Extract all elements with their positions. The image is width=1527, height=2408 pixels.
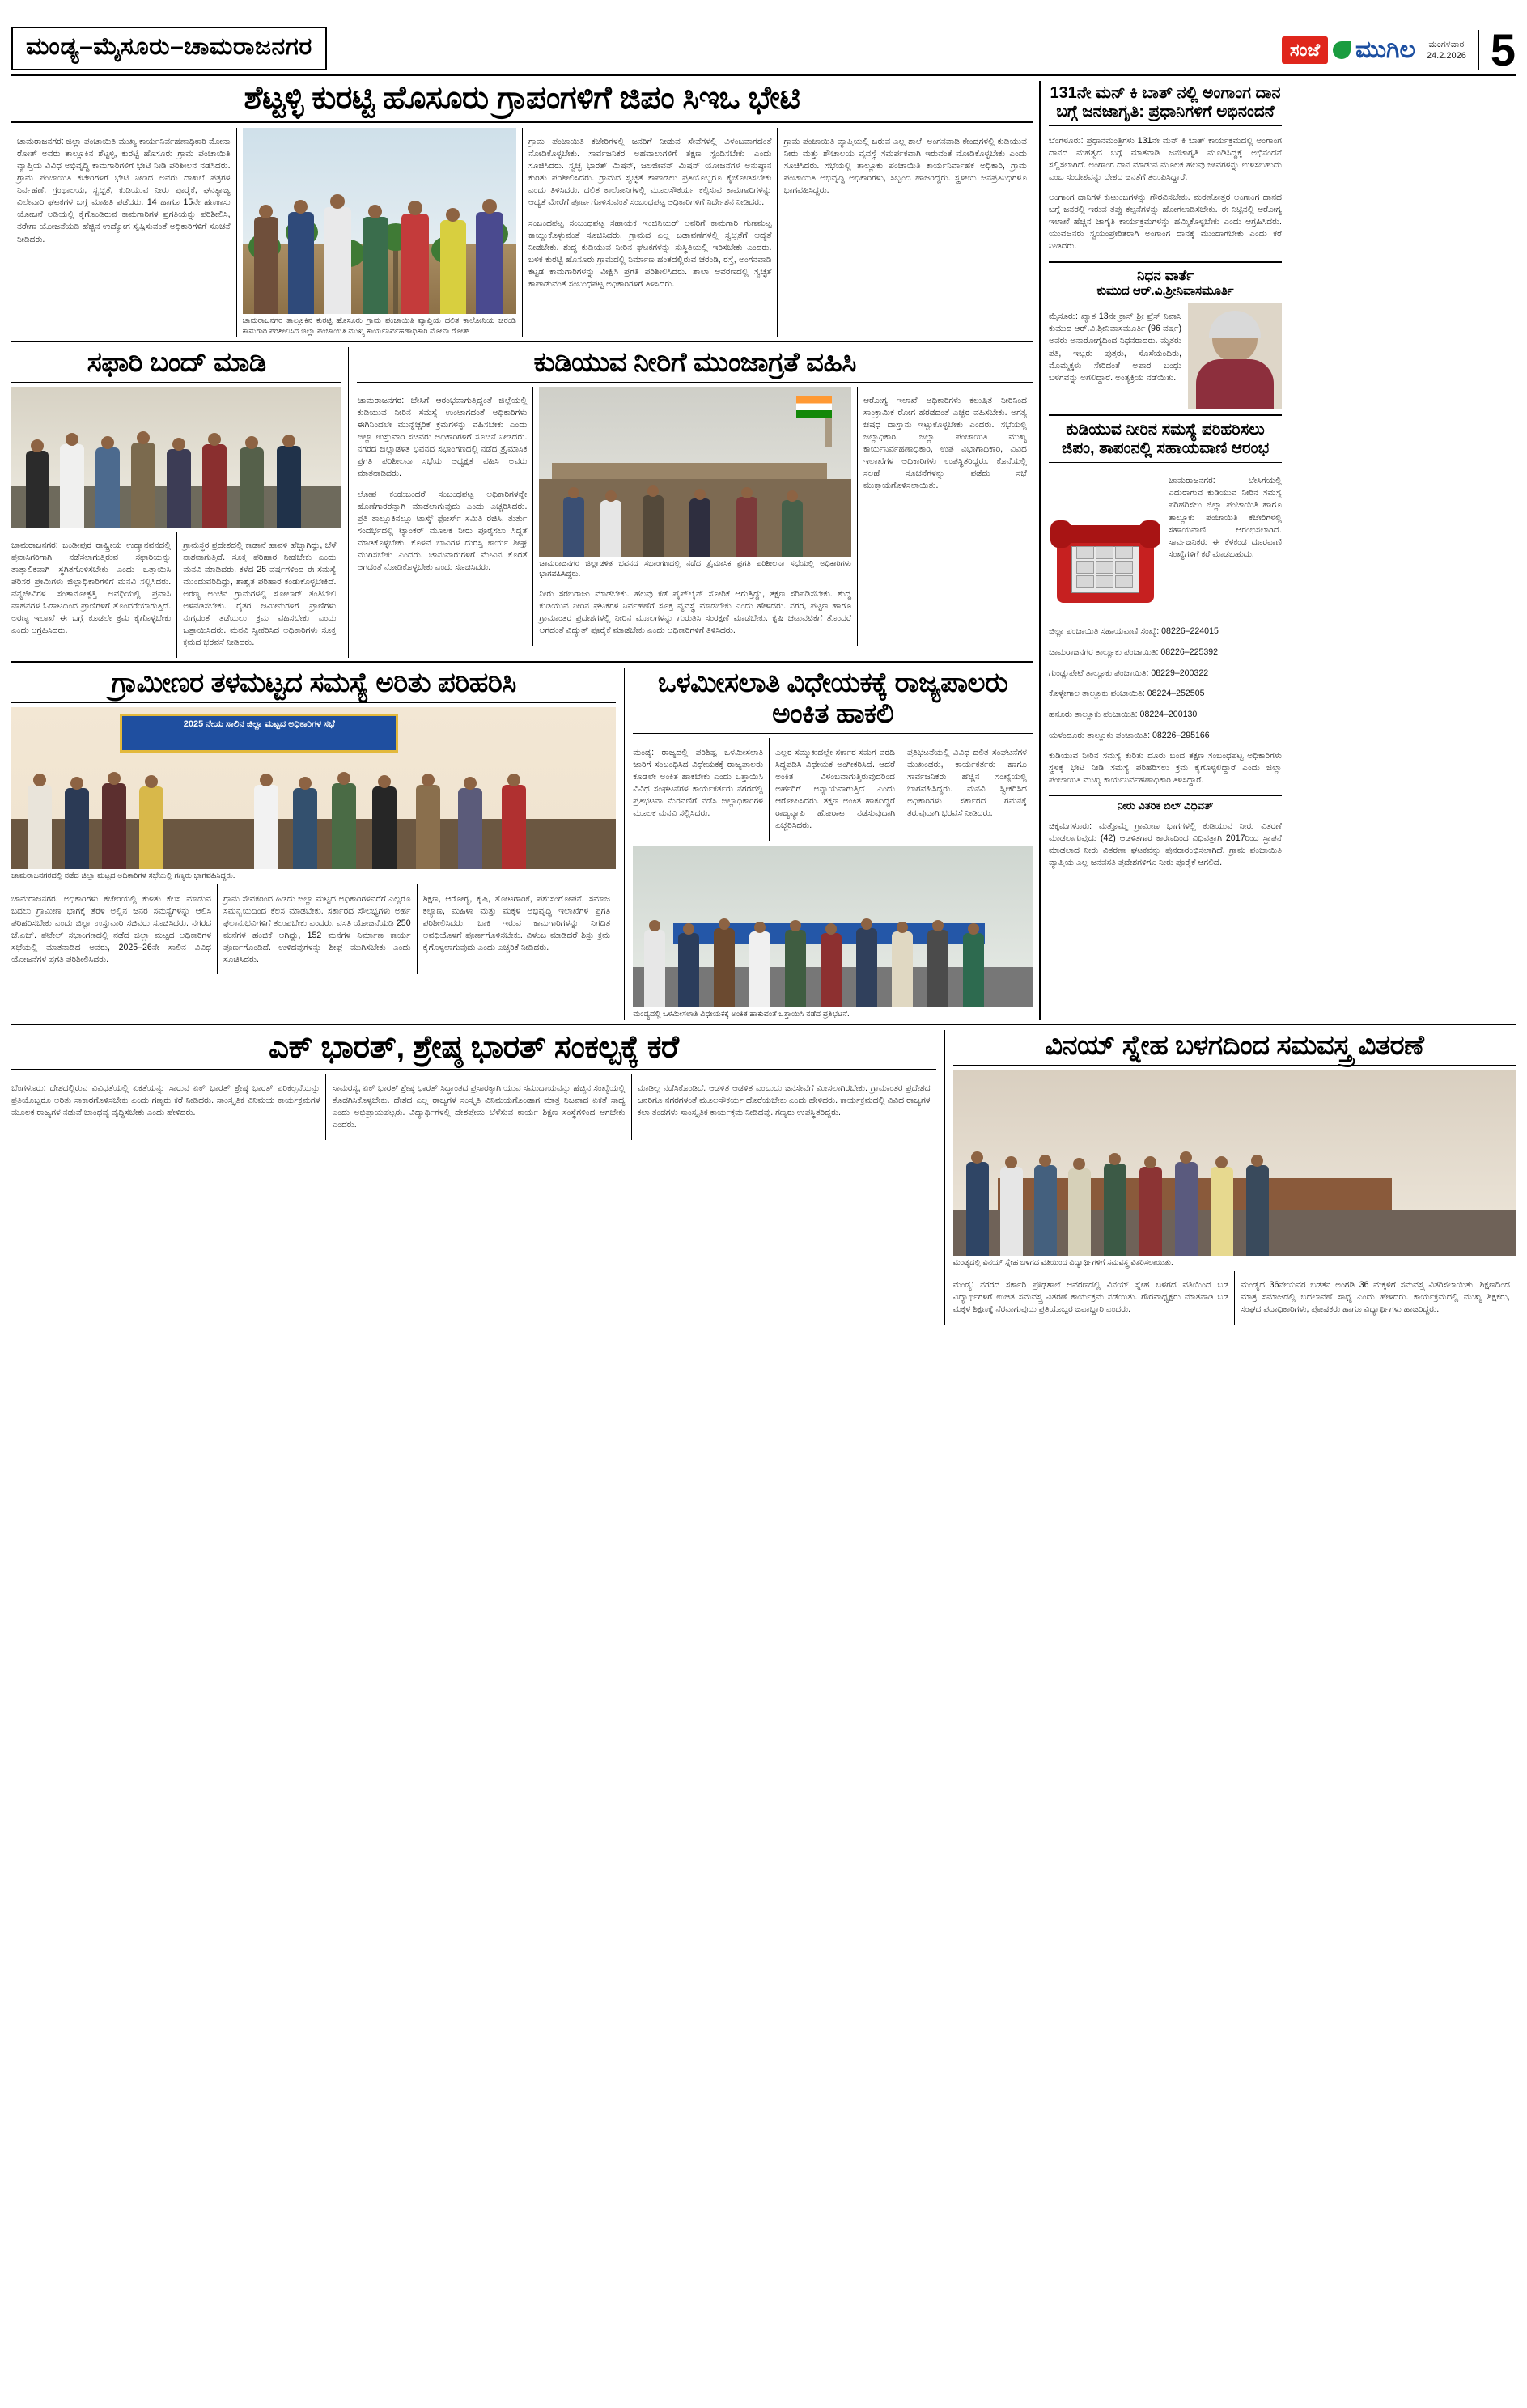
masthead: [11, 8, 1516, 76]
masthead-left: [11, 27, 327, 70]
ekbharat-col-2: ಸಾಮರಸ್ಯ, ಏಕ್ ಭಾರತ್ ಶ್ರೇಷ್ಠ ಭಾರತ್ ಸಿದ್ಧಾಂತದ ಪ್ರಸಾರಕ್ಕಾಗಿ ಯುವ ಸಮುದಾಯವನ್ನು ಹೆಚ್ಚಿನ ಸಂಖ್ಯೆಯಲ್ಲಿ ತೊಡಗಿಸಿಕೊಳ್ಳಬೇಕು. ದೇಶದ ಎಲ್ಲ ರಾಜ್ಯಗಳ ಸಂಸ್ಕೃತಿ ವಿನಿಮಯಗೊಂಡಾಗ ಮಾತ್ರ ನಿಜವಾದ ಏಕತೆ ಸಾಧ್ಯ ಎಂದು ಅಭಿಪ್ರಾಯಪಟ್ಟರು. ವಿದ್ಯಾರ್ಥಿಗಳಲ್ಲಿ ದೇಶಪ್ರೇಮ ಬೆಳೆಸುವ ಕಾರ್ಯ ಶಿಕ್ಷಣ ಸಂಸ್ಥೆಗಳಿಂದ ಆಗಬೇಕು ಎಂದರು.: [332, 1083, 626, 1130]
lead-photo: [243, 128, 516, 314]
rural-col-1: ಚಾಮರಾಜನಗರ: ಅಧಿಕಾರಿಗಳು ಕಚೇರಿಯಲ್ಲಿ ಕುಳಿತು ಕೆಲಸ ಮಾಡುವ ಬದಲು ಗ್ರಾಮೀಣ ಭಾಗಕ್ಕೆ ತೆರಳಿ ಅಲ್ಲಿನ ಜನರ ಸಮಸ್ಯೆಗಳನ್ನು ಆಲಿಸಿ ಪರಿಹರಿಸಬೇಕು ಎಂದು ಜಿಲ್ಲಾ ಉಸ್ತುವಾರಿ ಸಚಿವರು ಸೂಚಿಸಿದರು. ನಗರದ ಜೆ.ಎಚ್. ಪಟೇಲ್ ಸಭಾಂಗಣದಲ್ಲಿ ನಡೆದ ಜಿಲ್ಲಾ ಮಟ್ಟದ ಅಧಿಕಾರಿಗಳ ಸಭೆಯಲ್ಲಿ ಮಾತನಾಡಿದ ಅವರು, 2025–26ನೇ ಸಾಲಿನ ವಿವಿಧ ಯೋಜನೆಗಳ ಪ್ರಗತಿ ಪರಿಶೀಲಿಸಿದರು.: [11, 893, 212, 964]
rural-photo-caption: ಚಾಮರಾಜನಗರದಲ್ಲಿ ನಡೆದ ಜಿಲ್ಲಾ ಮಟ್ಟದ ಅಧಿಕಾರಿಗಳ ಸಭೆಯಲ್ಲಿ ಗಣ್ಯರು ಭಾಗವಹಿಸಿದ್ದರು.: [11, 871, 235, 881]
lead-story: [11, 81, 1033, 337]
bill-col-3: ಪ್ರತಿಭಟನೆಯಲ್ಲಿ ವಿವಿಧ ದಲಿತ ಸಂಘಟನೆಗಳ ಮುಖಂಡರು, ಕಾರ್ಯಕರ್ತರು ಹಾಗೂ ಸಾರ್ವಜನಿಕರು ಹೆಚ್ಚಿನ ಸಂಖ್ಯೆಯಲ್ಲಿ ಭಾಗವಹಿಸಿದ್ದರು. ಮನವಿ ಸ್ವೀಕರಿಸಿದ ಅಧಿಕಾರಿಗಳು ಸರ್ಕಾರದ ಗಮನಕ್ಕೆ ತರುವುದಾಗಿ ಭರವಸೆ ನೀಡಿದರು.: [907, 747, 1027, 818]
rural-headline: ಗ್ರಾಮೀಣರ ತಳಮಟ್ಟದ ಸಮಸ್ಯೆ ಅರಿತು ಪರಿಹರಿಸಿ: [111, 668, 516, 699]
water-col-3: ನೀರು ಸರಬರಾಜು ಮಾಡಬೇಕು. ಹಲವು ಕಡೆ ಪೈಪ್‌ಲೈನ್ ಸೋರಿಕೆ ಆಗುತ್ತಿದ್ದು, ತಕ್ಷಣ ಸರಿಪಡಿಸಬೇಕು. ಶುದ್ಧ ಕುಡಿಯುವ ನೀರಿನ ಘಟಕಗಳ ನಿರ್ವಹಣೆಗೆ ಸೂಕ್ತ ವ್ಯವಸ್ಥೆ ಮಾಡಬೇಕು ಎಂದು ಹೇಳಿದರು. ನಗರ, ಪಟ್ಟಣ ಹಾಗೂ ಗ್ರಾಮಾಂತರ ಪ್ರದೇಶಗಳಲ್ಲಿ ನೀರಿನ ಮೂಲಗಳನ್ನು ಗುರುತಿಸಿ ಸಂರಕ್ಷಣೆ ಮಾಡಬೇಕು. ಕೃಷಿ ಚಟುವಟಿಕೆಗೆ ತೊಂದರೆ ಆಗದಂತೆ ವಿದ್ಯುತ್ ಪೂರೈಕೆ ಮಾಡಬೇಕು ಎಂದು ಅಧಿಕಾರಿಗಳಿಗೆ ತಿಳಿಸಿದರು.: [539, 589, 851, 636]
helpline-headline: ಕುಡಿಯುವ ನೀರಿನ ಸಮಸ್ಯೆ ಪರಿಹರಿಸಲು ಜಿಪಂ, ತಾಪಂನಲ್ಲಿ ಸಹಾಯವಾಣಿ ಆರಂಭ: [1061, 420, 1270, 457]
rural-banner-text: 2025 ನೇಯ ಸಾಲಿನ ಜಿಲ್ಲಾ ಮಟ್ಟದ ಅಧಿಕಾರಿಗಳ ಸಭೆ: [183, 719, 335, 730]
obituary-body: ಮೈಸೂರು: ಖ್ಯಾತ 13ನೇ ಕ್ರಾಸ್ ಶ್ರೀ ಪ್ರೆಸ್ ನಿವಾಸಿ ಕುಮುದ ಆರ್.ವಿ.ಶ್ರೀನಿವಾಸಮೂರ್ತಿ (96 ವರ್ಷ) ಅವರು ಅನಾರೋಗ್ಯದಿಂದ ನಿಧನರಾದರು. ಮೃತರು ಪತಿ, ಇಬ್ಬರು ಪುತ್ರರು, ಸೊಸೆಯಂದಿರು, ಮೊಮ್ಮಕ್ಕಳು ಸೇರಿದಂತೆ ಅಪಾರ ಬಂಧು ಬಳಗವನ್ನು ಅಗಲಿದ್ದಾರೆ. ಅಂತ್ಯಕ್ರಿಯೆ ನಡೆಯಿತು.: [1049, 312, 1181, 383]
water-story: [348, 347, 1033, 659]
water-photo: [539, 387, 851, 557]
water-tender-body: ಚಿಕ್ಕಮಗಳೂರು: ಮತ್ತೊಮ್ಮೆ ಗ್ರಾಮೀಣ ಭಾಗಗಳಲ್ಲಿ ಕುಡಿಯುವ ನೀರು ವಿತರಣೆ ಮಾಡಲಾಗುವುದು (42) ಆಡಳಿತಗಾರ ಕಾರಣದಿಂದ ವಿಧಿವತ್ತಾಗಿ 2017ರಿಂದ ಸ್ಥಾಪನೆ ಮಾಡಲಾದ ನೀರು ವಿತರಣಾ ಘಟಕವನ್ನು ಪುನರಾರಂಭಿಸಲಾಗಿದೆ. ಗ್ರಾಮ ಪಂಚಾಯಿತಿ ವ್ಯಾಪ್ತಿಯ ಎಲ್ಲ ಜನವಸತಿ ಪ್ರದೇಶಗಳಿಗೂ ನೀರು ಪೂರೈಕೆ ಆಗಲಿದೆ.: [1049, 820, 1282, 868]
logo-wordmark: ಮುಗಿಲ: [1355, 36, 1415, 63]
leaf-icon: [1333, 41, 1351, 59]
water-photo-caption: ಚಾಮರಾಜನಗರ ಜಿಲ್ಲಾಡಳಿತ ಭವನದ ಸಭಾಂಗಣದಲ್ಲಿ ನಡೆದ ತ್ರೈಮಾಸಿಕ ಪ್ರಗತಿ ಪರಿಶೀಲನಾ ಸಭೆಯಲ್ಲಿ ಅಧಿಕಾರಿಗಳು ಭಾಗವಹಿಸಿದ್ದರು.: [539, 558, 851, 579]
bill-col-1: ಮಂಡ್ಯ: ರಾಜ್ಯದಲ್ಲಿ ಪರಿಶಿಷ್ಟ ಒಳಮೀಸಲಾತಿ ಜಾರಿಗೆ ಸಂಬಂಧಿಸಿದ ವಿಧೇಯಕಕ್ಕೆ ರಾಜ್ಯಪಾಲರು ಕೂಡಲೇ ಅಂಕಿತ ಹಾಕಬೇಕು ಎಂದು ಒತ್ತಾಯಿಸಿ ವಿವಿಧ ಸಂಘಟನೆಗಳ ಕಾರ್ಯಕರ್ತರು ನಗರದಲ್ಲಿ ಪ್ರತಿಭಟನಾ ಮೆರವಣಿಗೆ ನಡೆಸಿ ಜಿಲ್ಲಾಧಿಕಾರಿಗಳ ಮೂಲಕ ಮನವಿ ಸಲ್ಲಿಸಿದರು.: [633, 747, 764, 818]
helpline-number-1: ಜಿಲ್ಲಾ ಪಂಚಾಯಿತಿ ಸಹಾಯವಾಣಿ ಸಂಖ್ಯೆ: 08226–224015: [1049, 626, 1219, 637]
ekbharat-col-3: ಮಾಡಿಲ್ಲ ನಡೆಸಿಕೊಂಡಿದೆ. ಆಡಳಿತ ಆಡಳಿತ ಎಂಬುದು ಜನಸೇವೆಗೆ ಮೀಸಲಾಗಿರಬೇಕು. ಗ್ರಾಮಾಂತರ ಪ್ರದೇಶದ ಜನರಿಗೂ ನಗರಗಳಂತೆ ಮೂಲಸೌಕರ್ಯ ದೊರೆಯಬೇಕು ಎಂದು ಹೇಳಿದರು. ಕಾರ್ಯಕ್ರಮದಲ್ಲಿ ವಿವಿಧ ರಾಜ್ಯಗಳ ಕಲಾ ತಂಡಗಳು ಸಾಂಸ್ಕೃತಿಕ ಕಾರ್ಯಕ್ರಮ ನೀಡಿದವು. ಗಣ್ಯರು ಉಪಸ್ಥಿತರಿದ್ದರು.: [637, 1083, 931, 1117]
lead-headline: ಶೆಟ್ಟಳ್ಳಿ ಕುರಟ್ಟಿ ಹೊಸೂರು ಗ್ರಾಪಂಗಳಿಗೆ ಜಿಪಂ ಸಿಇಒ ಭೇಟಿ: [244, 81, 800, 116]
lead-col-2: ಗ್ರಾಮ ಪಂಚಾಯಿತಿ ಕಚೇರಿಗಳಲ್ಲಿ ಜನರಿಗೆ ನೀಡುವ ಸೇವೆಗಳಲ್ಲಿ ವಿಳಂಬವಾಗದಂತೆ ನೋಡಿಕೊಳ್ಳಬೇಕು. ಸಾರ್ವಜನಿಕರ ಅಹವಾಲುಗಳಿಗೆ ತಕ್ಷಣ ಸ್ಪಂದಿಸಬೇಕು ಎಂದು ಸೂಚಿಸಿದರು. ಸ್ವಚ್ಛ ಭಾರತ್ ಮಿಷನ್, ಜಲಜೀವನ್ ಮಿಷನ್ ಯೋಜನೆಗಳ ಅನುಷ್ಠಾನ ಕುರಿತು ಪರಿಶೀಲಿಸಿದರು. ಗ್ರಾಮದ ಸ್ವಚ್ಛತೆ ಕಾಪಾಡಲು ಪ್ರತಿಯೊಬ್ಬರೂ ಕೈಜೋಡಿಸಬೇಕು ಎಂದು ತಿಳಿಸಿದರು. ದಲಿತ ಕಾಲೋನಿಗಳಲ್ಲಿ ಮೂಲಸೌಕರ್ಯ ಕಲ್ಪಿಸುವ ಕಾಮಗಾರಿಗಳನ್ನು ಆದ್ಯತೆ ಮೇರೆಗೆ ಪೂರ್ಣಗೊಳಿಸುವಂತೆ ಸಂಬಂಧಪಟ್ಟ ಅಧಿಕಾರಿಗಳಿಗೆ ನಿರ್ದೇಶನ ನೀಡಿದರು.: [528, 137, 772, 208]
helpline-number-4: ಕೊಳ್ಳೇಗಾಲ ತಾಲ್ಲೂಕು ಪಂಚಾಯಿತಿ: 08224–252505: [1049, 689, 1205, 699]
obituary-label: ನಿಧನ ವಾರ್ತೆ: [1136, 268, 1194, 284]
masthead-right: [1282, 23, 1516, 75]
issue-meta: [1427, 39, 1466, 62]
bill-photo: [633, 846, 1033, 1007]
edition-name: ಮಂಡ್ಯ–ಮೈಸೂರು–ಚಾಮರಾಜನಗರ: [11, 27, 327, 70]
publication-logo: [1282, 36, 1415, 64]
helpline-number-2: ಚಾಮರಾಜನಗರ ತಾಲ್ಲೂಕು ಪಂಚಾಯಿತಿ: 08226–225392: [1049, 647, 1219, 658]
issue-day: ಮಂಗಳವಾರ: [1428, 39, 1465, 49]
helpline-intro: ಚಾಮರಾಜನಗರ: ಬೇಸಿಗೆಯಲ್ಲಿ ಎದುರಾಗುವ ಕುಡಿಯುವ ನೀರಿನ ಸಮಸ್ಯೆ ಪರಿಹರಿಸಲು ಜಿಲ್ಲಾ ಪಂಚಾಯಿತಿ ಹಾಗೂ ತಾಲ್ಲೂಕು ಪಂಚಾಯಿತಿ ಕಚೇರಿಗಳಲ್ಲಿ ಸಹಾಯವಾಣಿ ಆರಂಭಿಸಲಾಗಿದೆ. ಸಾರ್ವಜನಿಕರು ಈ ಕೆಳಕಂಡ ದೂರವಾಣಿ ಸಂಖ್ಯೆಗಳಿಗೆ ಕರೆ ಮಾಡಬಹುದು.: [1169, 476, 1282, 559]
uniform-photo-caption: ಮಂಡ್ಯದಲ್ಲಿ ವಿನಯ್ ಸ್ನೇಹ ಬಳಗದ ವತಿಯಿಂದ ವಿದ್ಯಾರ್ಥಿಗಳಿಗೆ ಸಮವಸ್ತ್ರ ವಿತರಿಸಲಾಯಿತು.: [952, 1257, 1173, 1267]
obituary-name: ಕುಮುದ ಆರ್.ವಿ.ಶ್ರೀನಿವಾಸಮೂರ್ತಿ: [1096, 284, 1234, 299]
uniform-col-2: ಮಂಡ್ಯದ 36ನೇಯವರ ಬಡತನ ಅಂಗಡಿ 36 ಮಕ್ಕಳಿಗೆ ಸಮವಸ್ತ್ರ ವಿತರಿಸಲಾಯಿತು. ಶಿಕ್ಷಣದಿಂದ ಮಾತ್ರ ಸಮಾಜದಲ್ಲಿ ಬದಲಾವಣೆ ಸಾಧ್ಯ ಎಂದು ಹೇಳಿದರು. ಕಾರ್ಯಕ್ರಮದಲ್ಲಿ ಮುಖ್ಯ ಶಿಕ್ಷಕರು, ಸಂಘದ ಪದಾಧಿಕಾರಿಗಳು, ಪೋಷಕರು ಹಾಗೂ ವಿದ್ಯಾರ್ಥಿಗಳು ಹಾಜರಿದ್ದರು.: [1241, 1280, 1510, 1315]
helpline-number-5: ಹನೂರು ತಾಲ್ಲೂಕು ಪಂಚಾಯಿತಿ: 08224–200130: [1049, 709, 1198, 719]
mann-ki-baat-headline: 131ನೇ ಮನ್ ಕಿ ಬಾತ್ ನಲ್ಲಿ ಅಂಗಾಂಗ ದಾನ ಬಗ್ಗೆ ಜನಜಾಗೃತಿ: ಪ್ರಧಾನಿಗಳಿಗೆ ಅಭಿನಂದನೆ: [1050, 84, 1281, 121]
water-tender-headline: ನೀರು ವಿತರಿಕ ಬಿಲ್ ವಿಧಿವತ್: [1117, 799, 1214, 812]
water-col-1: ಚಾಮರಾಜನಗರ: ಬೇಸಿಗೆ ಆರಂಭವಾಗುತ್ತಿದ್ದಂತೆ ಜಿಲ್ಲೆಯಲ್ಲಿ ಕುಡಿಯುವ ನೀರಿನ ಸಮಸ್ಯೆ ಉಂಟಾಗದಂತೆ ಅಧಿಕಾರಿಗಳು ಈಗಿನಿಂದಲೇ ಮುನ್ನೆಚ್ಚರಿಕೆ ಕ್ರಮಗಳನ್ನು ವಹಿಸಬೇಕು ಎಂದು ಜಿಲ್ಲಾ ಉಸ್ತುವಾರಿ ಸಚಿವರು ಅಧಿಕಾರಿಗಳಿಗೆ ಸೂಚನೆ ನೀಡಿದರು. ನಗರದ ಜಿಲ್ಲಾಡಳಿತ ಭವನದ ಸಭಾಂಗಣದಲ್ಲಿ ನಡೆದ ತ್ರೈಮಾಸಿಕ ಪ್ರಗತಿ ಪರಿಶೀಲನಾ ಸಭೆಯ ಅಧ್ಯಕ್ಷತೆ ವಹಿಸಿ ಅವರು ಮಾತನಾಡಿದರು.: [357, 396, 528, 479]
bill-col-2: ಎಲ್ಲರ ಸಮ್ಮುಖದಲ್ಲೇ ಸರ್ಕಾರ ಸಮಗ್ರ ವರದಿ ಸಿದ್ಧಪಡಿಸಿ ವಿಧೇಯಕ ಅಂಗೀಕರಿಸಿದೆ. ಆದರೆ ಅಂಕಿತ ವಿಳಂಬವಾಗುತ್ತಿರುವುದರಿಂದ ಅರ್ಹರಿಗೆ ಅನ್ಯಾಯವಾಗುತ್ತಿದೆ ಎಂದು ಆರೋಪಿಸಿದರು. ತಕ್ಷಣ ಅಂಕಿತ ಹಾಕದಿದ್ದರೆ ರಾಜ್ಯವ್ಯಾಪಿ ಹೋರಾಟ ನಡೆಸುವುದಾಗಿ ಎಚ್ಚರಿಸಿದರು.: [775, 747, 896, 831]
uniform-story: [944, 1030, 1516, 1325]
bill-headline: ಒಳಮೀಸಲಾತಿ ವಿಧೇಯಕಕ್ಕೆ ರಾಜ್ಯಪಾಲರು ಅಂಕಿತ ಹಾಕಲಿ: [657, 668, 1008, 730]
right-rail: [1039, 81, 1282, 1020]
telephone-illustration: [1049, 467, 1162, 617]
rural-col-2: ಗ್ರಾಮ ಸೇವಕರಿಂದ ಹಿಡಿದು ಜಿಲ್ಲಾ ಮಟ್ಟದ ಅಧಿಕಾರಿಗಳವರೆಗೆ ಎಲ್ಲರೂ ಸಮನ್ವಯದಿಂದ ಕೆಲಸ ಮಾಡಬೇಕು. ಸರ್ಕಾರದ ಸೌಲಭ್ಯಗಳು ಅರ್ಹ ಫಲಾನುಭವಿಗಳಿಗೆ ತಲುಪಬೇಕು ಎಂದರು. ವಸತಿ ಯೋಜನೆಯಡಿ 250 ಮನೆಗಳ ಹಂಚಿಕೆ ಆಗಿದ್ದು, 152 ಮನೆಗಳ ನಿರ್ಮಾಣ ಕಾರ್ಯ ಪೂರ್ಣಗೊಂಡಿದೆ. ಉಳಿದವುಗಳನ್ನು ಶೀಘ್ರ ಮುಗಿಸಬೇಕು ಎಂದು ಸೂಚಿಸಿದರು.: [223, 893, 411, 964]
water-col-4: ಆರೋಗ್ಯ ಇಲಾಖೆ ಅಧಿಕಾರಿಗಳು ಕಲುಷಿತ ನೀರಿನಿಂದ ಸಾಂಕ್ರಾಮಿಕ ರೋಗ ಹರಡದಂತೆ ಎಚ್ಚರ ವಹಿಸಬೇಕು. ಅಗತ್ಯ ಔಷಧ ದಾಸ್ತಾನು ಇಟ್ಟುಕೊಳ್ಳಬೇಕು ಎಂದರು. ಸಭೆಯಲ್ಲಿ ಜಿಲ್ಲಾಧಿಕಾರಿ, ಜಿಲ್ಲಾ ಪಂಚಾಯಿತಿ ಮುಖ್ಯ ಕಾರ್ಯನಿರ್ವಹಣಾಧಿಕಾರಿ, ಉಪ ವಿಭಾಗಾಧಿಕಾರಿ, ವಿವಿಧ ಇಲಾಖೆಗಳ ಅಧಿಕಾರಿಗಳು ಉಪಸ್ಥಿತರಿದ್ದರು. ಕೊನೆಯಲ್ಲಿ ಸಲಹೆ ಸೂಚನೆಗಳನ್ನು ಪಡೆದು ಸಭೆ ಮುಕ್ತಾಯಗೊಳಿಸಲಾಯಿತು.: [863, 396, 1027, 491]
ekbharat-story: [11, 1030, 944, 1325]
rural-story: [11, 668, 624, 1020]
water-col-2: ಲೋಪ ಕಂಡುಬಂದರೆ ಸಂಬಂಧಪಟ್ಟ ಅಧಿಕಾರಿಗಳನ್ನೇ ಹೊಣೆಗಾರರನ್ನಾಗಿ ಮಾಡಲಾಗುವುದು ಎಂದು ಎಚ್ಚರಿಸಿದರು. ಪ್ರತಿ ತಾಲ್ಲೂಕಿನಲ್ಲೂ ಟಾಸ್ಕ್ ಫೋರ್ಸ್ ಸಮಿತಿ ರಚಿಸಿ, ತುರ್ತು ಸಂದರ್ಭದಲ್ಲಿ ಟ್ಯಾಂಕರ್ ಮೂಲಕ ನೀರು ಪೂರೈಸಲು ಸಿದ್ಧತೆ ಮಾಡಿಕೊಳ್ಳಬೇಕು. ಕೊಳವೆ ಬಾವಿಗಳ ದುರಸ್ತಿ ಕಾರ್ಯ ಶೀಘ್ರ ಮುಗಿಸಬೇಕು ಎಂದರು. ಜಾನುವಾರುಗಳಿಗೆ ಮೇವಿನ ಕೊರತೆ ಆಗದಂತೆ ನೋಡಿಕೊಳ್ಳಬೇಕು ಎಂದು ಸೂಚಿಸಿದರು.: [357, 490, 528, 573]
obituary-portrait: [1188, 303, 1282, 409]
lead-col-4: ಗ್ರಾಮ ಪಂಚಾಯಿತಿ ವ್ಯಾಪ್ತಿಯಲ್ಲಿ ಬರುವ ಎಲ್ಲ ಶಾಲೆ, ಅಂಗನವಾಡಿ ಕೇಂದ್ರಗಳಲ್ಲಿ ಕುಡಿಯುವ ನೀರು ಮತ್ತು ಶೌಚಾಲಯ ವ್ಯವಸ್ಥೆ ಸಮರ್ಪಕವಾಗಿ ಇರುವಂತೆ ನೋಡಿಕೊಳ್ಳಬೇಕು ಎಂದು ಸೂಚಿಸಿದರು. ಸಭೆಯಲ್ಲಿ ತಾಲ್ಲೂಕು ಪಂಚಾಯಿತಿ ಕಾರ್ಯನಿರ್ವಾಹಕ ಅಧಿಕಾರಿ, ಗ್ರಾಮ ಪಂಚಾಯಿತಿ ಅಭಿವೃದ್ಧಿ ಅಧಿಕಾರಿಗಳು, ಸಿಬ್ಬಂದಿ ಹಾಜರಿದ್ದರು. ಸ್ಥಳೀಯ ಜನಪ್ರತಿನಿಧಿಗಳೂ ಭಾಗವಹಿಸಿದ್ದರು.: [783, 137, 1027, 196]
main-content: [11, 81, 1033, 1020]
helpline-number-3: ಗುಂಡ್ಲುಪೇಟೆ ತಾಲ್ಲೂಕು ಪಂಚಾಯಿತಿ: 08229–200322: [1049, 668, 1209, 678]
rural-col-3: ಶಿಕ್ಷಣ, ಆರೋಗ್ಯ, ಕೃಷಿ, ತೋಟಗಾರಿಕೆ, ಪಶುಸಂಗೋಪನೆ, ಸಮಾಜ ಕಲ್ಯಾಣ, ಮಹಿಳಾ ಮತ್ತು ಮಕ್ಕಳ ಅಭಿವೃದ್ಧಿ ಇಲಾಖೆಗಳ ಪ್ರಗತಿ ಪರಿಶೀಲಿಸಿದರು. ಬಾಕಿ ಇರುವ ಕಾಮಗಾರಿಗಳನ್ನು ನಿಗದಿತ ಅವಧಿಯೊಳಗೆ ಪೂರ್ಣಗೊಳಿಸಬೇಕು. ವಿಳಂಬ ಮಾಡಿದರೆ ಶಿಸ್ತು ಕ್ರಮ ಕೈಗೊಳ್ಳಲಾಗುವುದು ಎಂದು ಎಚ್ಚರಿಕೆ ನೀಡಿದರು.: [422, 893, 611, 952]
bill-photo-caption: ಮಂಡ್ಯದಲ್ಲಿ ಒಳಮೀಸಲಾತಿ ವಿಧೇಯಕಕ್ಕೆ ಅಂಕಿತ ಹಾಕುವಂತೆ ಒತ್ತಾಯಿಸಿ ನಡೆದ ಪ್ರತಿಭಟನೆ.: [633, 1009, 850, 1019]
safari-photo: [11, 387, 341, 528]
mann-ki-baat-body-2: ಅಂಗಾಂಗ ದಾನಿಗಳ ಕುಟುಂಬಗಳನ್ನು ಗೌರವಿಸಬೇಕು. ಮರಣೋತ್ತರ ಅಂಗಾಂಗ ದಾನದ ಬಗ್ಗೆ ಜನರಲ್ಲಿ ಇರುವ ತಪ್ಪು ಕಲ್ಪನೆಗಳನ್ನು ಹೋಗಲಾಡಿಸಬೇಕು. ಈ ನಿಟ್ಟಿನಲ್ಲಿ ಆರೋಗ್ಯ ಇಲಾಖೆ ಹೆಚ್ಚಿನ ಜಾಗೃತಿ ಕಾರ್ಯಕ್ರಮಗಳನ್ನು ಹಮ್ಮಿಕೊಳ್ಳಬೇಕು ಎಂದು ಆಗ್ರಹಿಸಿದರು. ಯುವಜನರು ಸ್ವಯಂಪ್ರೇರಿತರಾಗಿ ಅಂಗಾಂಗ ದಾನಕ್ಕೆ ಮುಂದಾಗಬೇಕು ಎಂದು ಕರೆ ನೀಡಿದರು.: [1049, 193, 1282, 252]
safari-headline: ಸಫಾರಿ ಬಂದ್ ಮಾಡಿ: [87, 346, 266, 378]
logo-badge: ಸಂಜೆ: [1282, 36, 1328, 64]
uniform-headline: ವಿನಯ್ ಸ್ನೇಹ ಬಳಗದಿಂದ ಸಮವಸ್ತ್ರ ವಿತರಣೆ: [1045, 1029, 1424, 1061]
page-number: 5: [1478, 30, 1516, 70]
helpline-note: ಕುಡಿಯುವ ನೀರಿನ ಸಮಸ್ಯೆ ಕುರಿತು ದೂರು ಬಂದ ತಕ್ಷಣ ಸಂಬಂಧಪಟ್ಟ ಅಧಿಕಾರಿಗಳು ಸ್ಥಳಕ್ಕೆ ಭೇಟಿ ನೀಡಿ ಸಮಸ್ಯೆ ಪರಿಹರಿಸಲು ಕ್ರಮ ಕೈಗೊಳ್ಳಲಿದ್ದಾರೆ ಎಂದು ಜಿಲ್ಲಾ ಪಂಚಾಯಿತಿ ಮುಖ್ಯ ಕಾರ್ಯನಿರ್ವಹಣಾಧಿಕಾರಿ ತಿಳಿಸಿದ್ದಾರೆ.: [1049, 751, 1282, 786]
ekbharat-col-1: ಬೆಂಗಳೂರು: ದೇಶದಲ್ಲಿರುವ ವಿವಿಧತೆಯಲ್ಲಿ ಏಕತೆಯನ್ನು ಸಾರುವ ಏಕ್ ಭಾರತ್ ಶ್ರೇಷ್ಠ ಭಾರತ್ ಪರಿಕಲ್ಪನೆಯನ್ನು ಪ್ರತಿಯೊಬ್ಬರೂ ಅರಿತು ಸಾಕಾರಗೊಳಿಸಬೇಕು ಎಂದು ಗಣ್ಯರು ಕರೆ ನೀಡಿದರು. ಸಾಂಸ್ಕೃತಿಕ ವಿನಿಮಯ ಕಾರ್ಯಕ್ರಮಗಳ ಮೂಲಕ ರಾಜ್ಯಗಳ ನಡುವೆ ಬಾಂಧವ್ಯ ವೃದ್ಧಿಸಬೇಕು ಎಂದು ಹೇಳಿದರು.: [11, 1083, 320, 1117]
issue-date: 24.2.2026: [1426, 50, 1466, 61]
water-headline: ಕುಡಿಯುವ ನೀರಿಗೆ ಮುಂಜಾಗ್ರತೆ ವಹಿಸಿ: [533, 346, 856, 378]
safari-col-1: ಚಾಮರಾಜನಗರ: ಬಂಡೀಪುರ ರಾಷ್ಟ್ರೀಯ ಉದ್ಯಾನವನದಲ್ಲಿ ಪ್ರವಾಸಿಗರಿಗಾಗಿ ನಡೆಸಲಾಗುತ್ತಿರುವ ಸಫಾರಿಯನ್ನು ತಾತ್ಕಾಲಿಕವಾಗಿ ಸ್ಥಗಿತಗೊಳಿಸಬೇಕು ಎಂದು ಒತ್ತಾಯಿಸಿ ಪರಿಸರ ಪ್ರೇಮಿಗಳು ಜಿಲ್ಲಾಧಿಕಾರಿಗಳಿಗೆ ಮನವಿ ಸಲ್ಲಿಸಿದರು. ವನ್ಯಜೀವಿಗಳ ಸಂತಾನೋತ್ಪತ್ತಿ ಅವಧಿಯಲ್ಲಿ ಪ್ರವಾಸಿ ವಾಹನಗಳ ಓಡಾಟದಿಂದ ಪ್ರಾಣಿಗಳಿಗೆ ತೊಂದರೆಯಾಗುತ್ತಿದೆ. ಅರಣ್ಯ ಇಲಾಖೆ ಈ ಬಗ್ಗೆ ಕೂಡಲೇ ಕ್ರಮ ಕೈಗೊಳ್ಳಬೇಕು ಎಂದು ಆಗ್ರಹಿಸಿದರು.: [11, 541, 172, 636]
safari-col-2: ಗ್ರಾಮಸ್ಥರ ಪ್ರದೇಶದಲ್ಲಿ ಕಾಡಾನೆ ಹಾವಳಿ ಹೆಚ್ಚಾಗಿದ್ದು, ಬೆಳೆ ನಾಶವಾಗುತ್ತಿದೆ. ಸೂಕ್ತ ಪರಿಹಾರ ನೀಡಬೇಕು ಎಂದು ಮನವಿ ಮಾಡಿದರು. ಕಳೆದ 25 ವರ್ಷಗಳಿಂದ ಈ ಸಮಸ್ಯೆ ಮುಂದುವರಿದಿದ್ದು, ಶಾಶ್ವತ ಪರಿಹಾರ ಕಂಡುಕೊಳ್ಳಬೇಕಿದೆ. ಅರಣ್ಯ ಅಂಚಿನ ಗ್ರಾಮಗಳಲ್ಲಿ ಸೋಲಾರ್ ತಂತಿಬೇಲಿ ಅಳವಡಿಸಬೇಕು. ರೈತರ ಜಮೀನುಗಳಿಗೆ ಪ್ರಾಣಿಗಳು ನುಗ್ಗದಂತೆ ತಡೆಯಲು ಕ್ರಮ ವಹಿಸಬೇಕು ಎಂದು ಒತ್ತಾಯಿಸಿದರು. ಮನವಿ ಸ್ವೀಕರಿಸಿದ ಅಧಿಕಾರಿಗಳು ಸೂಕ್ತ ಕ್ರಮದ ಭರವಸೆ ನೀಡಿದರು.: [183, 541, 337, 648]
lead-col-3: ಸಂಬಂಧಪಟ್ಟ ಸಂಬಂಧಪಟ್ಟ ಸಹಾಯಕ ಇಂಜಿನಿಯರ್ ಅವರಿಗೆ ಕಾಮಗಾರಿ ಗುಣಮಟ್ಟ ಕಾಯ್ದುಕೊಳ್ಳುವಂತೆ ಸೂಚಿಸಿದರು. ಗ್ರಾಮದ ಎಲ್ಲ ಬಡಾವಣೆಗಳಲ್ಲಿ ಸ್ವಚ್ಛತೆಗೆ ಆದ್ಯತೆ ನೀಡಬೇಕು. ಶುದ್ಧ ಕುಡಿಯುವ ನೀರಿನ ಘಟಕಗಳನ್ನು ಸುಸ್ಥಿತಿಯಲ್ಲಿ ಇರಿಸಬೇಕು ಎಂದರು. ಬಳಿಕ ಕುರಟ್ಟಿ ಹೊಸೂರು ಗ್ರಾಮದಲ್ಲಿ ನಿರ್ಮಾಣ ಹಂತದಲ್ಲಿರುವ ಚರಂಡಿ, ರಸ್ತೆ, ಅಂಗನವಾಡಿ ಕಟ್ಟಡ ಕಾಮಗಾರಿಗಳನ್ನು ವೀಕ್ಷಿಸಿ ಪ್ರಗತಿ ಪರಿಶೀಲಿಸಿದರು. ಶಾಲಾ ಆವರಣದಲ್ಲಿ ಸ್ವಚ್ಛತೆ ಕಾಪಾಡುವಂತೆ ಸಂಬಂಧಪಟ್ಟ ಅಧಿಕಾರಿಗಳಿಗೆ ತಿಳಿಸಿದರು.: [528, 218, 772, 290]
lead-photo-caption: ಚಾಮರಾಜನಗರ ತಾಲ್ಲೂಕಿನ ಕುರಟ್ಟಿ ಹೊಸೂರು ಗ್ರಾಮ ಪಂಚಾಯಿತಿ ವ್ಯಾಪ್ತಿಯ ದಲಿತ ಕಾಲೋನಿಯ ಚರಂಡಿ ಕಾಮಗಾರಿ ಪರಿಶೀಲಿಸಿದ ಜಿಲ್ಲಾ ಪಂಚಾಯಿತಿ ಮುಖ್ಯ ಕಾರ್ಯನಿರ್ವಹಣಾಧಿಕಾರಿ ಮೋನಾ ರೋತ್.: [242, 316, 516, 336]
lead-col-1: ಚಾಮರಾಜನಗರ: ಜಿಲ್ಲಾ ಪಂಚಾಯಿತಿ ಮುಖ್ಯ ಕಾರ್ಯನಿರ್ವಹಣಾಧಿಕಾರಿ ಮೋನಾ ರೋತ್ ಅವರು ತಾಲ್ಲೂಕಿನ ಶೆಟ್ಟಳ್ಳಿ, ಕುರಟ್ಟಿ ಹೊಸೂರು ಗ್ರಾಮ ಪಂಚಾಯಿತಿ ವ್ಯಾಪ್ತಿಯ ವಿವಿಧ ಅಭಿವೃದ್ಧಿ ಕಾಮಗಾರಿಗಳಿಗೆ ಭೇಟಿ ನೀಡಿ ಪರಿಶೀಲನೆ ನಡೆಸಿದರು. ಗ್ರಾಮ ಪಂಚಾಯಿತಿ ಕಚೇರಿಗಳಿಗೆ ಭೇಟಿ ನೀಡಿದ ಅವರು ದಾಖಲೆ ಪತ್ರಗಳ ನಿರ್ವಹಣೆ, ಗ್ರಂಥಾಲಯ, ಸ್ವಚ್ಛತೆ, ಕುಡಿಯುವ ನೀರು ಪೂರೈಕೆ, ಘನತ್ಯಾಜ್ಯ ವಿಲೇವಾರಿ ಘಟಕಗಳ ಬಗ್ಗೆ ಮಾಹಿತಿ ಪಡೆದರು. 14 ಹಾಗೂ 15ನೇ ಹಣಕಾಸು ಯೋಜನೆ ಅಡಿಯಲ್ಲಿ ಕೈಗೊಂಡಿರುವ ಕಾಮಗಾರಿಗಳ ಪ್ರಗತಿಯನ್ನು ಪರಿಶೀಲಿಸಿ, ನರೇಗಾ ಯೋಜನೆಯಡಿ ಹೆಚ್ಚಿನ ಉದ್ಯೋಗ ಸೃಷ್ಟಿಸುವಂತೆ ಅಧಿಕಾರಿಗಳಿಗೆ ಸೂಚನೆ ನೀಡಿದರು.: [17, 137, 231, 244]
rural-photo: [11, 707, 616, 869]
helpline-number-6: ಯಳಂದೂರು ತಾಲ್ಲೂಕು ಪಂಚಾಯಿತಿ: 08226–295166: [1049, 730, 1210, 740]
safari-story: [11, 347, 348, 659]
uniform-photo: [953, 1070, 1516, 1256]
bill-story: [624, 668, 1033, 1020]
uniform-col-1: ಮಂಡ್ಯ: ನಗರದ ಸರ್ಕಾರಿ ಪ್ರೌಢಶಾಲೆ ಆವರಣದಲ್ಲಿ ವಿನಯ್ ಸ್ನೇಹ ಬಳಗದ ವತಿಯಿಂದ ಬಡ ವಿದ್ಯಾರ್ಥಿಗಳಿಗೆ ಉಚಿತ ಸಮವಸ್ತ್ರ ವಿತರಣೆ ಕಾರ್ಯಕ್ರಮ ನಡೆಯಿತು. ಗೌರವಾಧ್ಯಕ್ಷರು ಮಾತನಾಡಿ ಬಡ ಮಕ್ಕಳ ಶಿಕ್ಷಣಕ್ಕೆ ನೆರವಾಗುವುದು ಪ್ರತಿಯೊಬ್ಬರ ಜವಾಬ್ದಾರಿ ಎಂದರು.: [952, 1280, 1229, 1315]
mann-ki-baat-body-1: ಬೆಂಗಳೂರು: ಪ್ರಧಾನಮಂತ್ರಿಗಳು 131ನೇ ಮನ್ ಕಿ ಬಾತ್ ಕಾರ್ಯಕ್ರಮದಲ್ಲಿ ಅಂಗಾಂಗ ದಾನದ ಮಹತ್ವದ ಬಗ್ಗೆ ಮಾತನಾಡಿ ಜನಜಾಗೃತಿ ಮೂಡಿಸಿದ್ದಕ್ಕೆ ಅಭಿನಂದನೆ ಸಲ್ಲಿಸಲಾಗಿದೆ. ಅಂಗಾಂಗ ದಾನ ಮಾಡುವ ಮೂಲಕ ಹಲವು ಜೀವಗಳನ್ನು ಉಳಿಸಬಹುದು ಎಂಬ ಸಂದೇಶವನ್ನು ದೇಶದ ಜನತೆಗೆ ತಲುಪಿಸಿದ್ದಾರೆ.: [1049, 135, 1282, 182]
ekbharat-headline: ಎಕ್ ಭಾರತ್, ಶ್ರೇಷ್ಠ ಭಾರತ್ ಸಂಕಲ್ಪಕ್ಕೆ ಕರೆ: [268, 1029, 679, 1065]
